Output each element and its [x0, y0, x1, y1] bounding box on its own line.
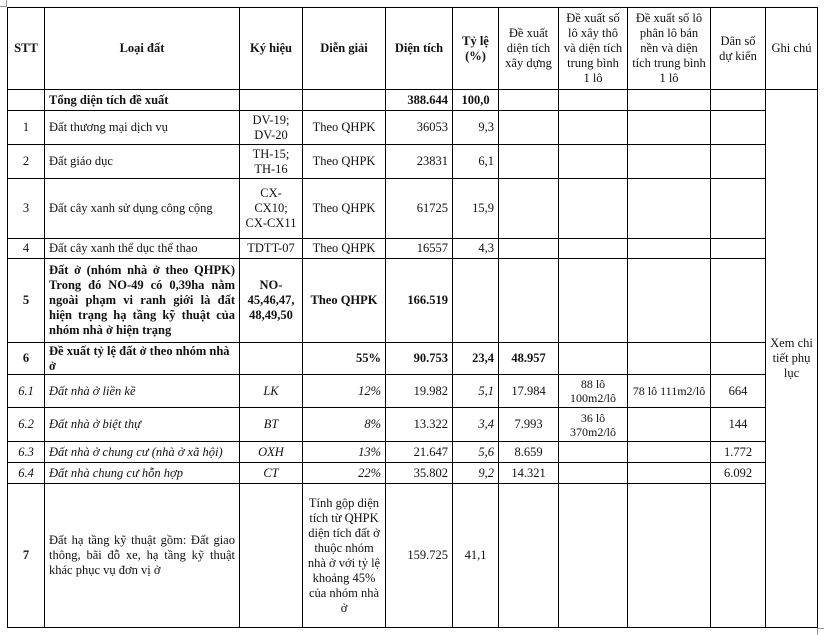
cell-ty-le: 6,1 [453, 145, 499, 179]
cell-loai-dat: Đất hạ tầng kỹ thuật gồm: Đất giao thông, bãi đỗ xe, hạ tầng kỹ thuật khác phục vụ đơn vị ở [45, 484, 240, 628]
cell-phan-lo: 78 lô 111m2/lô [628, 375, 711, 408]
cell-stt: 6 [8, 343, 45, 375]
cell-empty [559, 111, 628, 145]
table-row [8, 259, 818, 343]
cell-dien-giai: Theo QHPK [303, 259, 386, 343]
cell-empty [711, 343, 766, 375]
cell-ky-hieu: OXH [240, 442, 303, 463]
cell-stt: 6.3 [8, 442, 45, 463]
header-ghi-chu: Ghi chú [766, 8, 818, 90]
cell-empty [499, 90, 559, 111]
cell-lo-xay-tho: 88 lô 100m2/lô [559, 375, 628, 408]
total-dien-tich: 388.644 [386, 90, 453, 111]
table-row [8, 408, 818, 442]
cell-de-xuat-dien-tich: 48.957 [499, 343, 559, 375]
table-row [8, 145, 818, 179]
cell-loai-dat: Đất nhà chung cư hỗn hợp [45, 463, 240, 484]
cell-ty-le: 9,3 [453, 111, 499, 145]
ghi-chu-merged: Xem chi tiết phụ lục [766, 90, 818, 628]
header-de-xuat-lo-xay-tho: Đề xuất số lô xây thô và diện tích trung bình 1 lô [559, 8, 628, 90]
header-de-xuat-dien-tich: Đề xuất diện tích xây dựng [499, 8, 559, 90]
table-corner-marker-bottom-right [817, 628, 824, 635]
cell-empty [559, 259, 628, 343]
cell-ty-le: 3,4 [453, 408, 499, 442]
cell-dien-giai: Theo QHPK [303, 111, 386, 145]
cell-ky-hieu: NO-45,46,47, 48,49,50 [240, 259, 303, 343]
header-loai-dat: Loại đất [45, 8, 240, 90]
cell-empty [559, 179, 628, 239]
cell-ty-le: 41,1 [453, 484, 499, 628]
cell-dan-so: 664 [711, 375, 766, 408]
cell-ky-hieu: CX-CX10; CX-CX11 [240, 179, 303, 239]
header-de-xuat-phan-lo: Đề xuất số lô phân lô bán nền và diện tích trung bình 1 lô [628, 8, 711, 90]
cell-empty [499, 179, 559, 239]
cell-ty-le: 9,2 [453, 463, 499, 484]
cell-ky-hieu: TDTT-07 [240, 239, 303, 259]
cell-empty [499, 145, 559, 179]
cell-ty-le: 5,6 [453, 442, 499, 463]
header-row [8, 8, 818, 90]
cell-empty [628, 179, 711, 239]
cell-stt: 7 [8, 484, 45, 628]
cell-loai-dat: Đất nhà ở chung cư (nhà ở xã hội) [45, 442, 240, 463]
cell-stt: 6.2 [8, 408, 45, 442]
cell-loai-dat: Đất cây xanh sử dụng công cộng [45, 179, 240, 239]
cell-empty [711, 484, 766, 628]
cell-ty-le: 5,1 [453, 375, 499, 408]
cell-dien-giai: 55% [303, 343, 386, 375]
cell-dan-so: 1.772 [711, 442, 766, 463]
cell-dien-tich: 61725 [386, 179, 453, 239]
cell-dien-giai: 12% [303, 375, 386, 408]
cell-ky-hieu [240, 484, 303, 628]
cell-loai-dat: Đất cây xanh thể dục thể thao [45, 239, 240, 259]
cell-dien-giai: 13% [303, 442, 386, 463]
cell-empty [559, 90, 628, 111]
table-corner-marker-top-left [0, 0, 7, 7]
cell-dien-tich: 166.519 [386, 259, 453, 343]
table-row [8, 442, 818, 463]
land-use-table [7, 7, 818, 628]
cell-ty-le: 4,3 [453, 239, 499, 259]
cell-loai-dat: Đất ở (nhóm nhà ở theo QHPK) Trong đó NO-49 có 0,39ha nằm ngoài phạm vi ranh giới là đất hiện trạng hạ tầng kỹ thuật của nhóm nhà ở hiện trạng [45, 259, 240, 343]
cell-empty [628, 145, 711, 179]
cell-empty [711, 111, 766, 145]
table-row [8, 484, 818, 628]
table-row [8, 179, 818, 239]
cell-empty [628, 259, 711, 343]
cell-ky-hieu [240, 343, 303, 375]
cell-empty [499, 111, 559, 145]
header-ky-hieu: Ký hiệu [240, 8, 303, 90]
cell-dien-tich: 36053 [386, 111, 453, 145]
cell-empty [711, 259, 766, 343]
cell-dien-giai: Theo QHPK [303, 239, 386, 259]
cell-ty-le: 23,4 [453, 343, 499, 375]
cell-empty [8, 90, 45, 111]
cell-stt: 2 [8, 145, 45, 179]
cell-empty [711, 179, 766, 239]
cell-stt: 4 [8, 239, 45, 259]
cell-lo-xay-tho: 36 lô 370m2/lô [559, 408, 628, 442]
cell-empty [499, 239, 559, 259]
cell-ky-hieu: LK [240, 375, 303, 408]
cell-empty [711, 239, 766, 259]
cell-de-xuat-dien-tich: 14.321 [499, 463, 559, 484]
cell-dien-tich: 19.982 [386, 375, 453, 408]
cell-empty [303, 90, 386, 111]
total-ty-le: 100,0 [453, 90, 499, 111]
cell-empty [711, 145, 766, 179]
cell-de-xuat-dien-tich: 8.659 [499, 442, 559, 463]
table-row [8, 111, 818, 145]
cell-dien-tich: 13.322 [386, 408, 453, 442]
cell-empty [628, 90, 711, 111]
cell-loai-dat: Đề xuất tỷ lệ đất ở theo nhóm nhà ở [45, 343, 240, 375]
cell-empty [559, 484, 628, 628]
cell-stt: 6.1 [8, 375, 45, 408]
cell-dien-tich: 23831 [386, 145, 453, 179]
total-label: Tổng diện tích đề xuất [45, 90, 240, 111]
cell-dien-giai: 8% [303, 408, 386, 442]
table-row [8, 463, 818, 484]
cell-ky-hieu: TH-15; TH-16 [240, 145, 303, 179]
header-dan-so: Dân số dự kiến [711, 8, 766, 90]
cell-dan-so: 6.092 [711, 463, 766, 484]
cell-empty [628, 239, 711, 259]
table-row [8, 343, 818, 375]
total-row [8, 90, 818, 111]
cell-empty [559, 343, 628, 375]
header-dien-tich: Diện tích [386, 8, 453, 90]
cell-dien-tich: 35.802 [386, 463, 453, 484]
cell-stt: 6.4 [8, 463, 45, 484]
header-dien-giai: Diễn giải [303, 8, 386, 90]
cell-dien-tich: 159.725 [386, 484, 453, 628]
cell-ty-le: 15,9 [453, 179, 499, 239]
cell-ky-hieu: CT [240, 463, 303, 484]
cell-dien-giai: Theo QHPK [303, 179, 386, 239]
cell-empty [559, 145, 628, 179]
cell-empty [240, 90, 303, 111]
cell-ty-le [453, 259, 499, 343]
cell-de-xuat-dien-tich: 17.984 [499, 375, 559, 408]
cell-loai-dat: Đất nhà ở liền kề [45, 375, 240, 408]
cell-dien-tich: 16557 [386, 239, 453, 259]
cell-empty [499, 259, 559, 343]
cell-empty [628, 111, 711, 145]
cell-empty [711, 90, 766, 111]
cell-stt: 3 [8, 179, 45, 239]
table-row [8, 239, 818, 259]
cell-empty [559, 463, 628, 484]
cell-stt: 5 [8, 259, 45, 343]
cell-dien-tich: 90.753 [386, 343, 453, 375]
cell-loai-dat: Đất thương mại dịch vụ [45, 111, 240, 145]
cell-empty [559, 239, 628, 259]
cell-empty [499, 484, 559, 628]
cell-empty [628, 442, 711, 463]
cell-dien-giai: 22% [303, 463, 386, 484]
cell-ky-hieu: BT [240, 408, 303, 442]
cell-empty [628, 484, 711, 628]
cell-dien-giai: Theo QHPK [303, 145, 386, 179]
cell-ky-hieu: DV-19; DV-20 [240, 111, 303, 145]
cell-dien-tich: 21.647 [386, 442, 453, 463]
cell-dien-giai: Tính gộp diện tích từ QHPK diện tích đất ở thuộc nhóm nhà ở với tỷ lệ khoảng 45% của nhóm nhà ở [303, 484, 386, 628]
cell-de-xuat-dien-tich: 7.993 [499, 408, 559, 442]
cell-empty [559, 442, 628, 463]
cell-stt: 1 [8, 111, 45, 145]
cell-loai-dat: Đất nhà ở biệt thự [45, 408, 240, 442]
cell-loai-dat: Đất giáo dục [45, 145, 240, 179]
cell-empty [628, 343, 711, 375]
cell-empty [628, 408, 711, 442]
header-ty-le: Tỷ lệ (%) [453, 8, 499, 90]
cell-dan-so: 144 [711, 408, 766, 442]
table-row [8, 375, 818, 408]
cell-empty [628, 463, 711, 484]
header-stt: STT [8, 8, 45, 90]
